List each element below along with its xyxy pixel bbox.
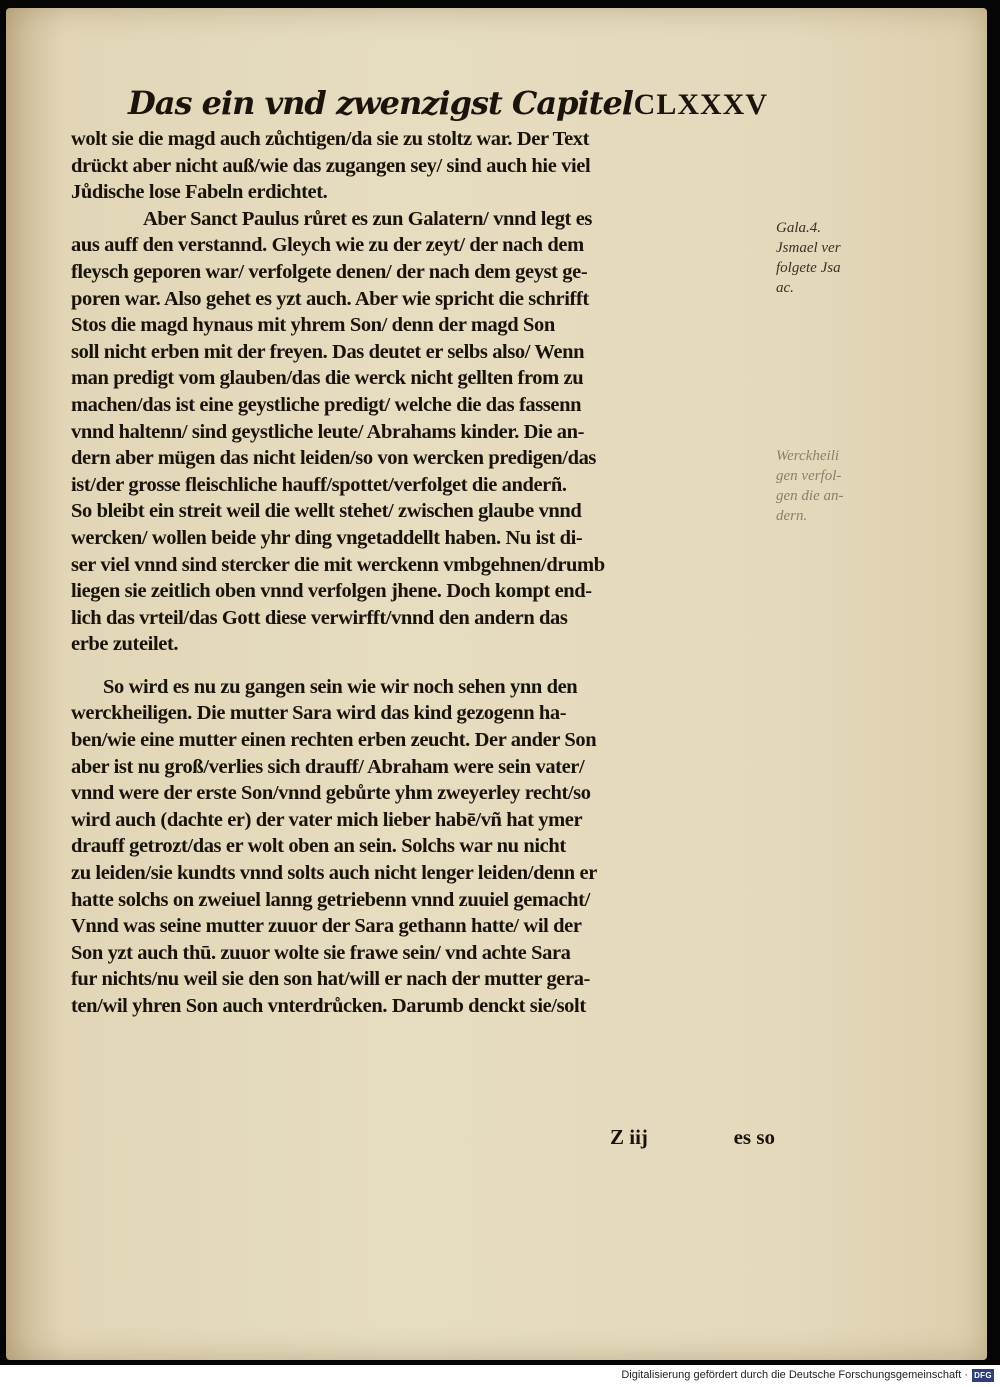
signature-line [600,1125,775,1151]
marginal-note-werckheiligen [776,446,843,526]
text-line: man predigt vom glauben/das die werck nicht gellten from zu [71,367,584,390]
text-line: liegen sie zeitlich oben vnnd verfolgen jhene. Doch kompt end- [71,580,592,603]
text-line: drückt aber nicht auß/wie das zugangen sey/ sind auch hie viel [71,154,591,177]
running-head [128,84,768,128]
text-line: So bleibt ein streit weil die wellt stehet/ zwischen glaube vnnd [71,500,582,523]
text-line: Aber Sanct Paulus růret es zun Galatern/ vnnd legt es [143,207,592,230]
text-line: wolt sie die magd auch zůchtigen/da sie zu stoltz war. Der Text [71,128,590,150]
text-line: ist/der grosse fleischliche hauff/spottet/verfolget die anderñ. [71,473,567,496]
text-line: fur nichts/nu weil sie den son hat/will er nach der mutter gera- [71,968,590,991]
catchword: es so [733,1125,775,1149]
text-line: dern aber mügen das nicht leiden/so von wercken predigen/das [71,447,597,470]
marginal-line: gen die an- [776,488,844,504]
funding-note: Digitalisierung gefördert durch die Deutsche Forschungsgemeinschaft · [621,1369,968,1381]
text-line: lich das vrteil/das Gott diese verwirfft/vnnd den andern das [71,606,568,629]
marginal-line: dern. [776,508,808,524]
text-line: Stos die magd hynaus mit yhrem Son/ denn der magd Son [71,314,555,337]
marginal-line: ac. [776,280,794,296]
text-line: Son yzt auch thū. zuuor wolte sie frawe sein/ vnd achte Sara [71,941,571,964]
text-line: fleysch geporen war/ verfolgete denen/ der nach dem geyst ge- [71,260,588,283]
chapter-title: Das ein vnd zwenzigst Capitel [128,84,633,122]
text-line: hatte solchs on zweiuel lanng getriebenn vnnd zuuiel gemacht/ [71,888,590,911]
paragraph-gap [71,658,771,674]
main-text [71,126,771,1020]
text-line: So wird es nu zu gangen sein wie wir noch sehen ynn den [103,675,578,698]
folio-number: CLXXXV [633,88,768,121]
signature-mark: Z iij [610,1125,648,1149]
text-line: Vnnd was seine mutter zuuor der Sara gethann hatte/ wil der [71,915,582,938]
text-line: drauff getrozt/das er wolt oben an sein. Solchs war nu nicht [71,835,566,858]
text-line: Jůdische lose Fabeln erdichtet. [71,181,328,204]
text-line: aber ist nu groß/verlies sich drauff/ Abraham were sein vater/ [71,755,585,778]
marginal-line: Jsmael ver [776,240,841,256]
text-line: zu leiden/sie kundts vnnd solts auch nicht lenger leiden/denn er [71,862,597,885]
text-line: wercken/ wollen beide yhr ding vngetaddellt haben. Nu ist di- [71,526,583,549]
text-line: vnnd haltenn/ sind geystliche leute/ Abrahams kinder. Die an- [71,420,585,443]
marginal-line: gen verfol- [776,468,842,484]
text-line: ben/wie eine mutter einen rechten erben zeucht. Der ander Son [71,729,597,752]
footer-bar [0,1365,1000,1387]
text-line: vnnd were der erste Son/vnnd gebůrte yhm zweyerley recht/so [71,782,591,805]
text-line: machen/das ist eine geystliche predigt/ welche die das fassenn [71,393,582,416]
text-line: ten/wil yhren Son auch vnterdrůcken. Darumb denckt sie/solt [71,995,586,1017]
text-line: wird auch (dachte er) der vater mich lieber habē/vñ hat ymer [71,808,583,831]
marginal-line: Gala.4. [776,220,821,236]
marginal-line: Werckheili [776,448,840,464]
marginal-line: folgete Jsa [776,260,841,276]
text-line: poren war. Also gehet es yzt auch. Aber wie spricht die schrifft [71,287,589,310]
text-line: erbe zuteilet. [71,633,179,656]
marginal-note-galatians [776,218,841,298]
text-line: ser viel vnnd sind stercker die mit werckenn vmbgehnen/drumb [71,553,605,576]
text-line: werckheiligen. Die mutter Sara wird das kind gezogenn ha- [71,702,567,725]
text-line: aus auff den verstannd. Gleych wie zu der zeyt/ der nach dem [71,234,584,257]
dfg-logo: DFG [972,1369,994,1382]
text-line: soll nicht erben mit der freyen. Das deutet er selbs also/ Wenn [71,340,585,363]
